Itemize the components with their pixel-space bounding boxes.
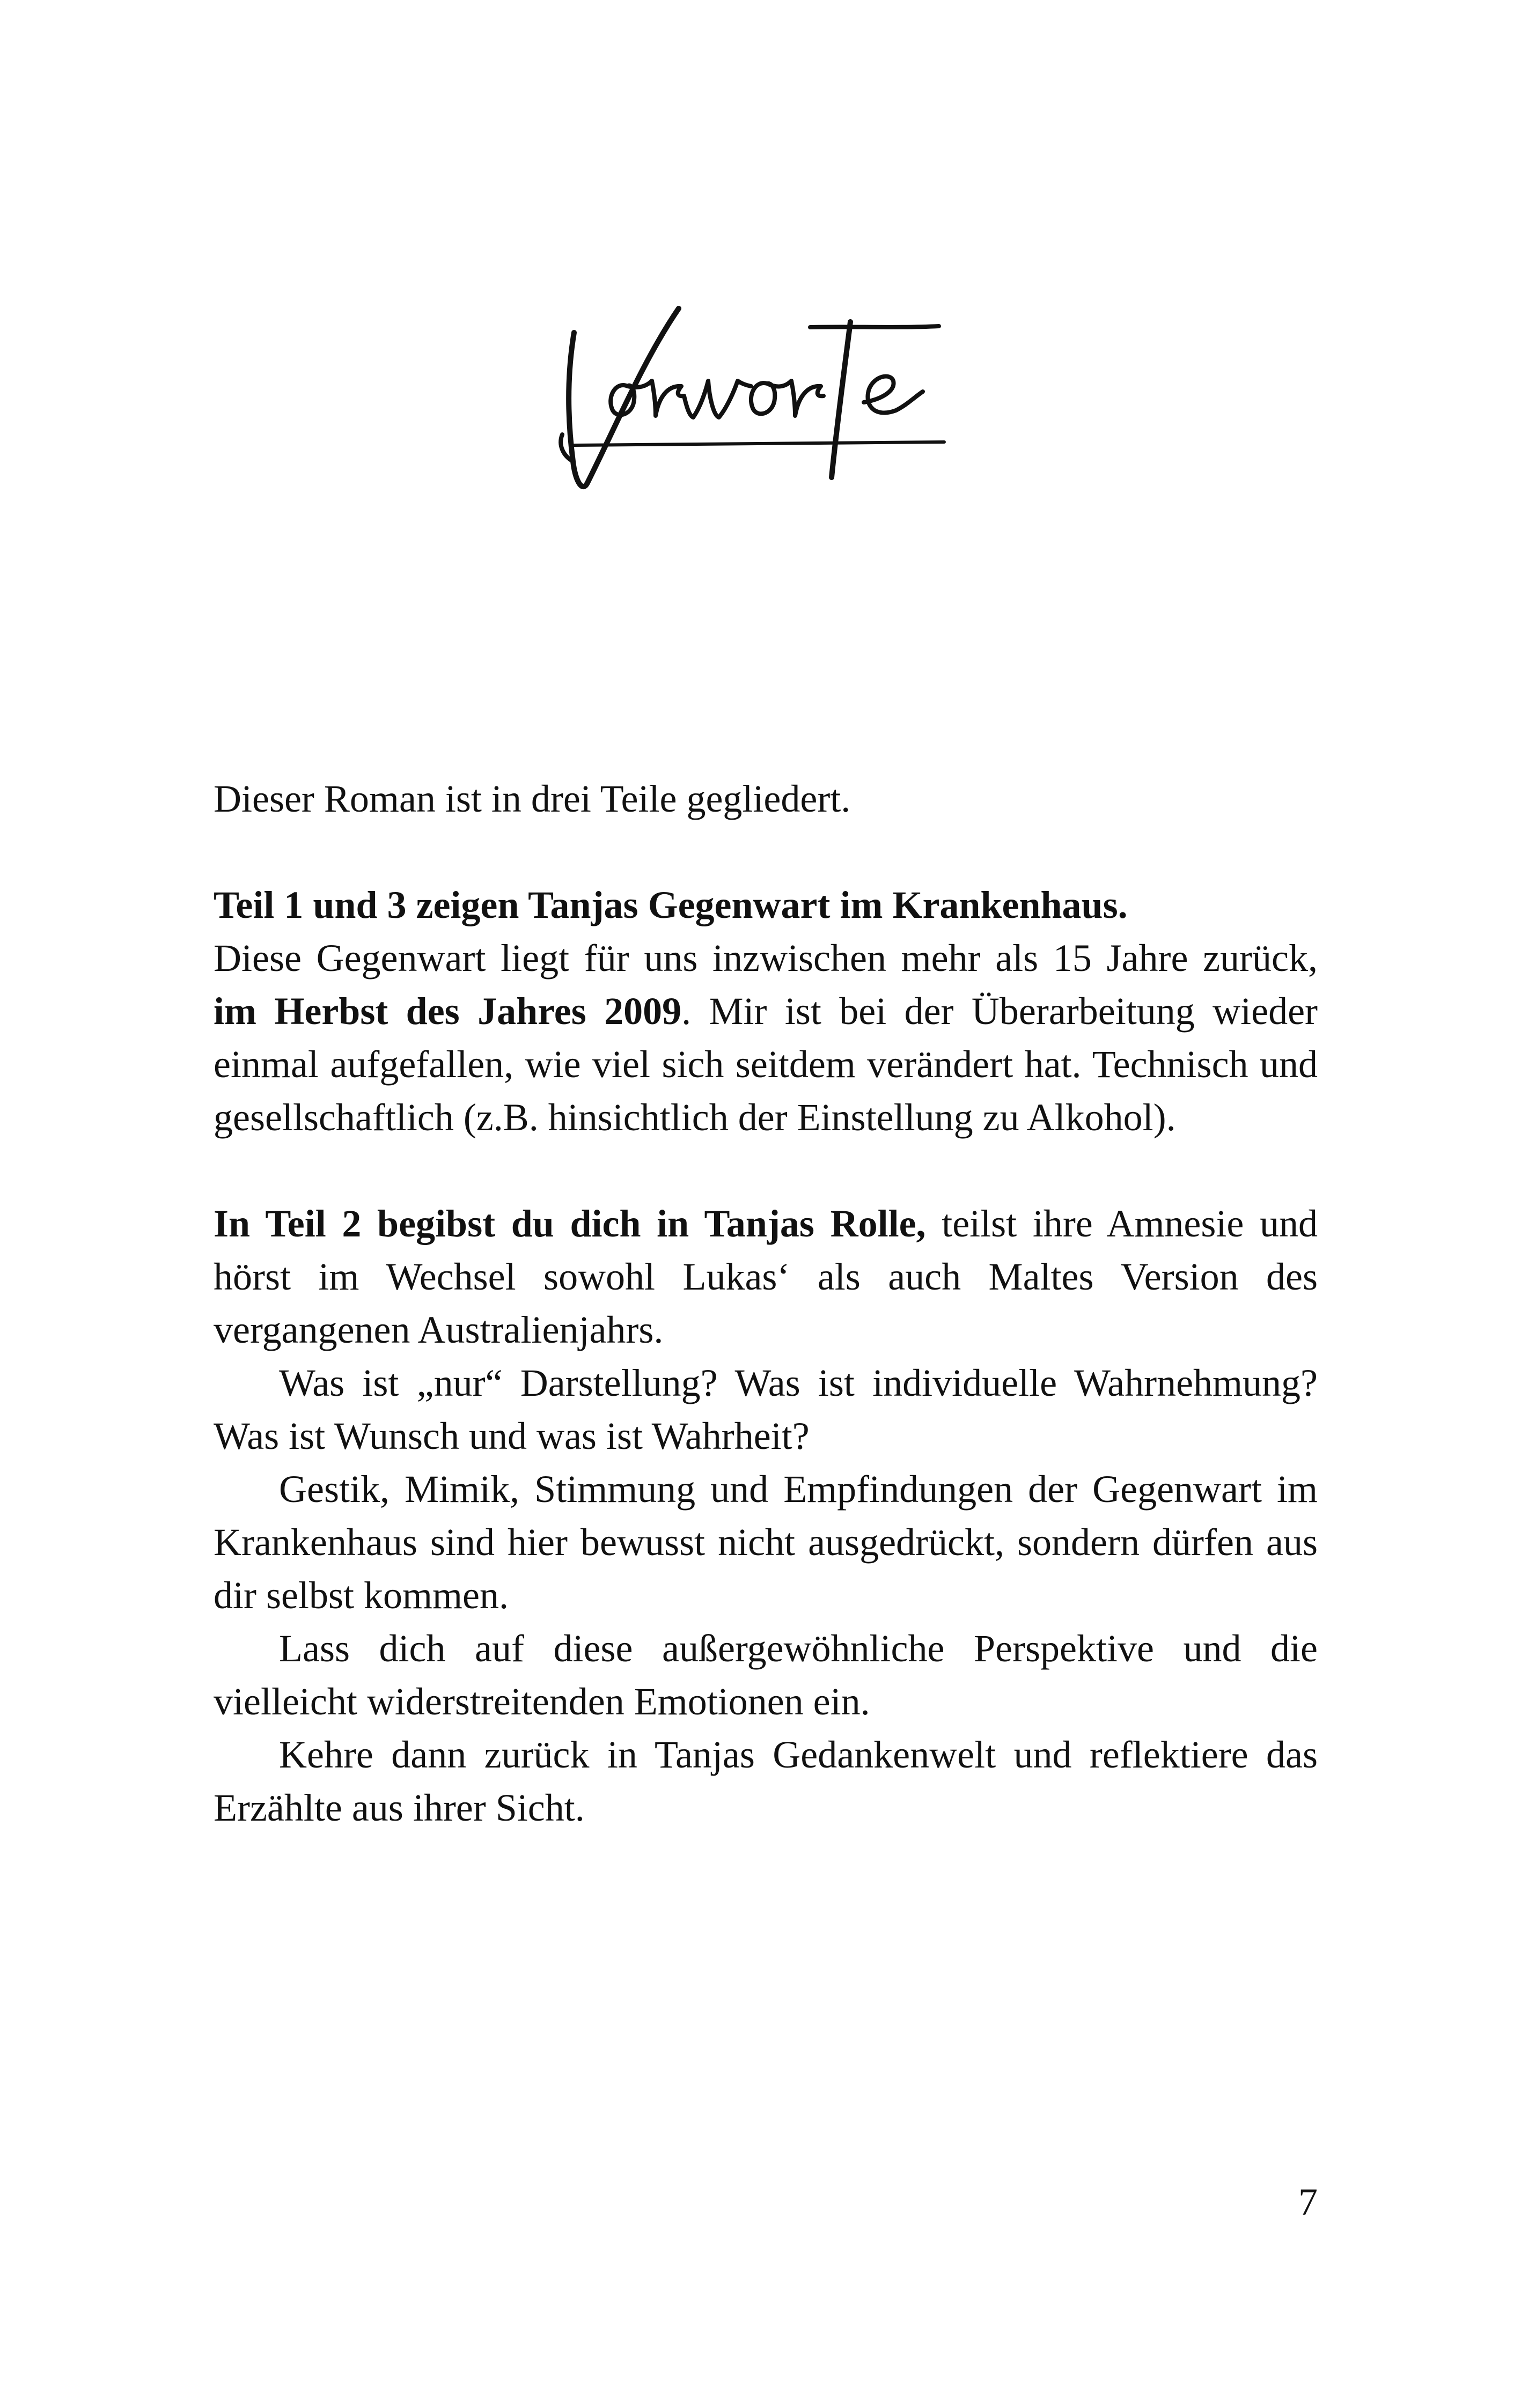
chapter-title: [553, 300, 1003, 504]
title-letter-w: [684, 381, 751, 417]
paragraph-part1-text-a: Diese Gegenwart liegt für uns inzwischen mehr als 15 Jahre zurück,: [214, 937, 1318, 980]
handwritten-title-svg: [553, 300, 1003, 504]
page-number: 7: [1298, 2181, 1318, 2223]
paragraph-perspective: Lass dich auf diese außergewöhnliche Perspektive und die vielleicht widerstreitenden Emotionen ein.: [214, 1627, 1318, 1723]
paragraph-questions: Was ist „nur“ Darstellung? Was ist individuelle Wahrnehmung? Was ist Wunsch und was ist Wahrheit?: [214, 1361, 1318, 1457]
paragraph-part2-text: teilst ihre Amnesie und hörst im Wechsel sowohl Lukas‘ als auch Maltes Version des vergangenen Australienjahrs.: [214, 1202, 1318, 1351]
paragraph-return: Kehre dann zurück in Tanjas Gedankenwelt und reflektiere das Erzählte aus ihrer Sicht.: [214, 1733, 1318, 1829]
paragraph-part1-emphasis: im Herbst des Jahres 2009: [214, 990, 682, 1033]
paragraph-intro: Dieser Roman ist in drei Teile gegliedert.: [214, 777, 851, 820]
title-letter-o2: [751, 381, 791, 414]
paragraph-part2: [214, 1197, 1318, 1357]
title-letter-e: [864, 377, 923, 413]
title-underline: [574, 442, 944, 445]
body-text: [214, 772, 1318, 1835]
title-letter-r2: [791, 381, 824, 416]
title-letter-r1: [652, 381, 684, 416]
paragraph-part1-text-b: . Mir ist bei der Überarbeitung wieder einmal aufgefallen, wie viel sich seitdem verändert hat. Technisch und gesellschaftlich (z.B. hinsichtlich der Einstellung zu Alkohol).: [214, 990, 1318, 1139]
title-letter-t-stem: [832, 322, 850, 477]
paragraph-part1-body: [214, 932, 1318, 1144]
title-letter-t-bar: [810, 326, 939, 327]
paragraph-part2-emphasis: In Teil 2 begibst du dich in Tanjas Rolle,: [214, 1202, 926, 1245]
paragraph-gestures: Gestik, Mimik, Stimmung und Empfindungen der Gegenwart im Krankenhaus sind hier bewusst nicht ausgedrückt, sondern dürfen aus dir selbst kommen.: [214, 1468, 1318, 1617]
paragraph-part1-heading: Teil 1 und 3 zeigen Tanjas Gegenwart im Krankenhaus.: [214, 883, 1128, 926]
